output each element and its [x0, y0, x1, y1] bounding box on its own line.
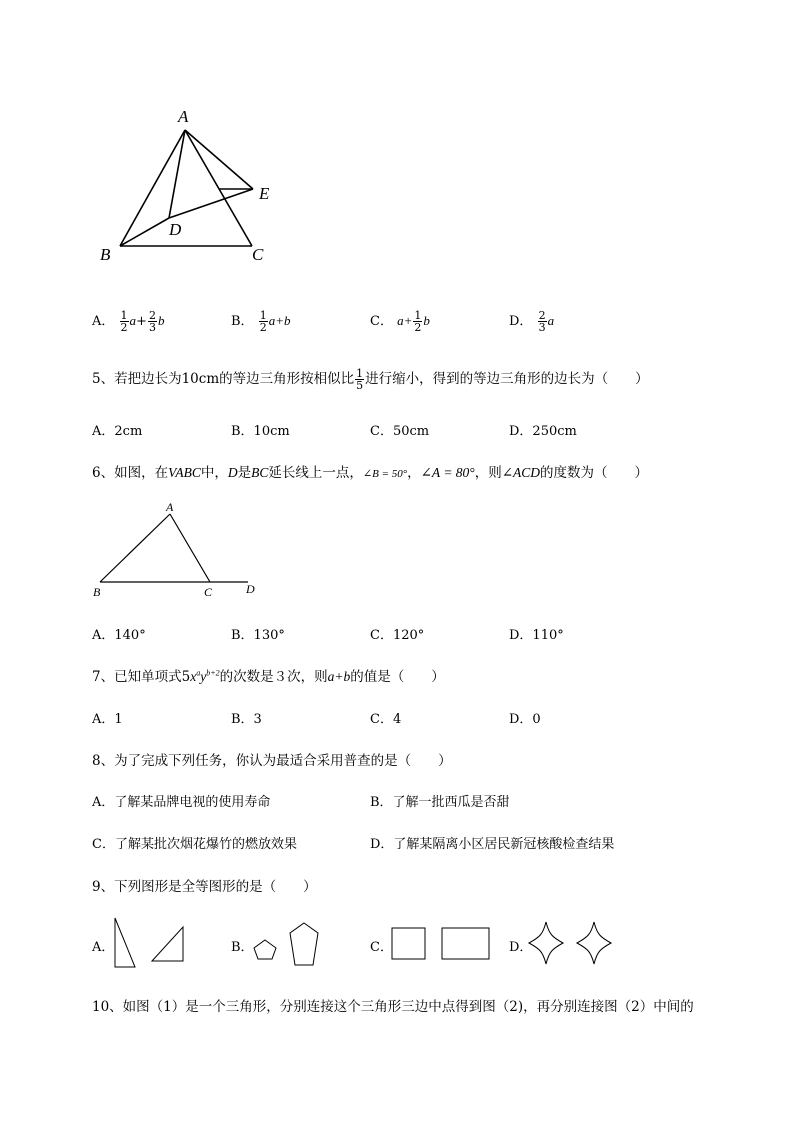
label-d: D: [246, 582, 255, 596]
q8-option-c[interactable]: C．了解某批次烟花爆竹的燃放效果: [92, 837, 297, 852]
q7-option-a[interactable]: A．1: [92, 712, 123, 727]
q9-figure-a: [110, 915, 190, 970]
right-triangle-tall: [115, 918, 135, 967]
q9-option-d[interactable]: D．: [509, 940, 533, 955]
question-9: 9、下列图形是全等图形的是（ ）: [92, 879, 317, 895]
q9-figure-c: [388, 920, 498, 965]
segment-ae: [185, 130, 253, 189]
q5-option-d[interactable]: D．250cm: [509, 424, 577, 439]
segment-ac: [170, 514, 210, 582]
q6-option-c[interactable]: C．120°: [370, 628, 425, 643]
pentagon-large: [290, 923, 318, 965]
segment-ab: [100, 514, 170, 582]
label-a: A: [178, 107, 189, 126]
q5-option-c[interactable]: C．50cm: [370, 424, 430, 439]
label-e: E: [259, 184, 270, 203]
question-6: 6、如图，在VABC中，D是BC延长线上一点，∠B = 50°，∠A = 80°，则∠ACD的度数为（ ）: [92, 465, 649, 481]
label-b: B: [93, 585, 101, 599]
four-point-star-right: [577, 922, 611, 964]
q4-option-d[interactable]: D． $\frac{2}{3}$ a: [509, 309, 555, 334]
q8-option-d[interactable]: D．了解某隔离小区居民新冠核酸检查结果: [370, 837, 615, 852]
figure-triangle-abcde: [95, 100, 285, 270]
q9-option-b[interactable]: B．: [231, 940, 254, 955]
label-a: A: [166, 500, 174, 514]
label-c: C: [204, 585, 213, 599]
label-d: D: [169, 220, 182, 239]
q5-option-b[interactable]: B．10cm: [231, 424, 290, 439]
figure-triangle-abcd: [88, 498, 268, 603]
question-7: 7、已知单项式$5x^ay^{b+2}$的次数是３次，则a+b的值是（ ）: [92, 668, 445, 685]
q9-option-c[interactable]: C．: [370, 940, 393, 955]
q6-option-a[interactable]: A．140°: [92, 628, 146, 643]
segment-de: [169, 189, 253, 218]
rectangle: [442, 928, 489, 959]
q9-figure-d: [527, 918, 617, 968]
q4-option-c[interactable]: C． a+ $\frac{1}{2}$ b: [370, 309, 430, 334]
right-triangle-wide: [152, 927, 183, 961]
question-10: 10、如图（1）是一个三角形，分别连接这个三角形三边中点得到图（2)，再分别连接图（2）中间的: [92, 999, 694, 1015]
q6-option-b[interactable]: B．130°: [231, 628, 285, 643]
square: [392, 928, 425, 959]
question-5: 5、若把边长为10cm的等边三角形按相似比 $\frac{1}{5}$ 进行缩小，得到的等边三角形的边长为（ ）: [92, 367, 649, 392]
q8-option-a[interactable]: A．了解某品牌电视的使用寿命: [92, 795, 271, 810]
segment-ac: [185, 130, 252, 246]
label-b: B: [100, 245, 111, 264]
q4-option-a[interactable]: A． $\frac{1}{2}$ a+ $\frac{2}{3}$ b: [92, 309, 165, 334]
q8-option-b[interactable]: B．了解一批西瓜是否甜: [370, 795, 510, 810]
q7-option-c[interactable]: C．4: [370, 712, 402, 727]
pentagon-small: [254, 940, 276, 959]
label-c: C: [252, 245, 264, 264]
q9-option-a[interactable]: A．: [92, 940, 115, 955]
q7-option-d[interactable]: D．0: [509, 712, 541, 727]
q7-option-b[interactable]: B．3: [231, 712, 262, 727]
four-point-star-left: [529, 922, 563, 964]
q6-option-d[interactable]: D．110°: [509, 628, 564, 643]
q5-option-a[interactable]: A．2cm: [92, 424, 143, 439]
q9-figure-b: [249, 915, 329, 970]
q4-option-b[interactable]: B． $\frac{1}{2}$ a+b: [231, 309, 291, 334]
question-8: 8、为了完成下列任务，你认为最适合采用普查的是（ ）: [92, 753, 452, 769]
